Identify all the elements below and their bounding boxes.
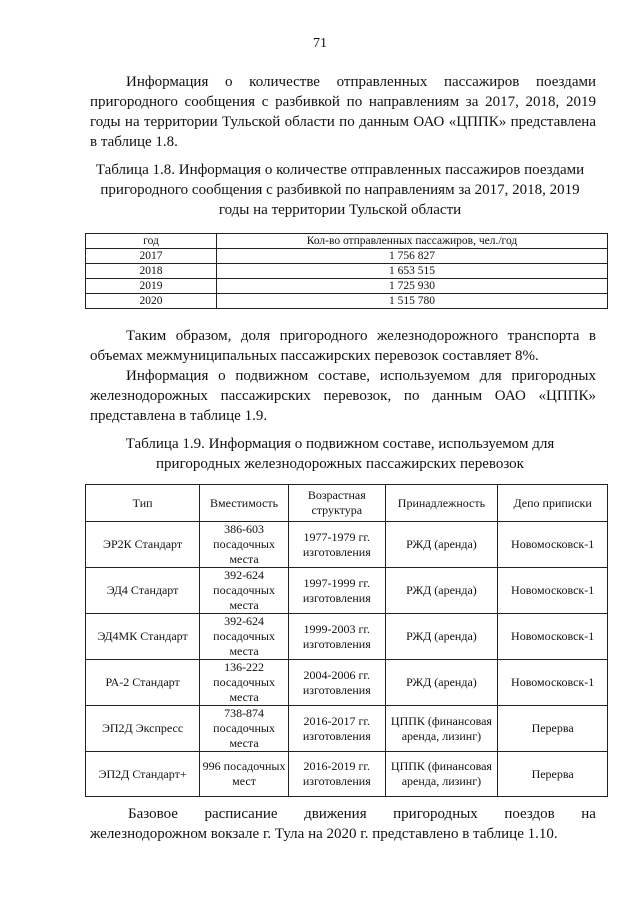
depot-cell: Перерва bbox=[498, 752, 608, 797]
table-row bbox=[86, 249, 608, 264]
column-header-type: Тип bbox=[86, 485, 200, 522]
age-cell: 2016-2017 гг. изготовления bbox=[288, 706, 385, 752]
word: движения bbox=[304, 806, 367, 822]
word: Базовое bbox=[128, 806, 178, 822]
age-cell: 1999-2003 гг. изготовления bbox=[288, 614, 385, 660]
owner-cell: РЖД (аренда) bbox=[385, 660, 498, 706]
age-cell: 2004-2006 гг. изготовления bbox=[288, 660, 385, 706]
intro-paragraph: Информация о количестве отправленных пассажиров поездами пригородного сообщения с разбивкой по направлениям за 2017, 2018, 2019 годы на территории Тульской области по данным ОАО «ЦППК» представлена в таблице 1.8. bbox=[90, 74, 596, 150]
table-row bbox=[86, 614, 608, 660]
depot-cell: Новомосковск-1 bbox=[498, 614, 608, 660]
depot-cell: Новомосковск-1 bbox=[498, 568, 608, 614]
rolling-stock-table bbox=[85, 484, 608, 797]
capacity-cell: 386-603 посадочных места bbox=[200, 522, 289, 568]
table-row bbox=[86, 706, 608, 752]
column-header-capacity: Вместимость bbox=[200, 485, 289, 522]
caption-line: Таблица 1.8. Информация о количестве отправленных пассажиров поездами bbox=[95, 162, 585, 178]
depot-cell: Новомосковск-1 bbox=[498, 660, 608, 706]
final-paragraph-line2: железнодорожном вокзале г. Тула на 2020 г. представлено в таблице 1.10. bbox=[90, 826, 558, 842]
caption-line: Таблица 1.9. Информация о подвижном составе, используемом для bbox=[125, 436, 555, 452]
table-row bbox=[86, 752, 608, 797]
passengers-table bbox=[85, 233, 608, 309]
age-cell: 1977-1979 гг. изготовления bbox=[288, 522, 385, 568]
year-cell: 2020 bbox=[86, 294, 217, 309]
type-cell: РА-2 Стандарт bbox=[86, 660, 200, 706]
table-1-9-caption bbox=[70, 434, 610, 474]
table-row bbox=[86, 294, 608, 309]
word: на bbox=[581, 806, 596, 822]
depot-cell: Перерва bbox=[498, 706, 608, 752]
year-cell: 2018 bbox=[86, 264, 217, 279]
type-cell: ЭД4МК Стандарт bbox=[86, 614, 200, 660]
count-cell: 1 653 515 bbox=[217, 264, 608, 279]
page-number: 71 bbox=[313, 36, 327, 51]
word: пригородных bbox=[393, 806, 478, 822]
type-cell: ЭД4 Стандарт bbox=[86, 568, 200, 614]
column-header-age: Возрастная структура bbox=[288, 485, 385, 522]
final-paragraph bbox=[90, 804, 596, 844]
depot-cell: Новомосковск-1 bbox=[498, 522, 608, 568]
rolling-stock-paragraph: Информация о подвижном составе, используемом для пригородных железнодорожных пассажирских перевозок, по данным ОАО «ЦППК» представлена в таблице 1.9. bbox=[90, 368, 596, 424]
capacity-cell: 392-624 посадочных места bbox=[200, 568, 289, 614]
table-row bbox=[86, 568, 608, 614]
owner-cell: РЖД (аренда) bbox=[385, 568, 498, 614]
capacity-cell: 392-624 посадочных места bbox=[200, 614, 289, 660]
owner-cell: РЖД (аренда) bbox=[385, 614, 498, 660]
column-header-count: Кол-во отправленных пассажиров, чел./год bbox=[217, 234, 608, 249]
count-cell: 1 725 930 bbox=[217, 279, 608, 294]
type-cell: ЭП2Д Экспресс bbox=[86, 706, 200, 752]
owner-cell: ЦППК (финансовая аренда, лизинг) bbox=[385, 752, 498, 797]
table-row bbox=[86, 660, 608, 706]
count-cell: 1 515 780 bbox=[217, 294, 608, 309]
year-cell: 2019 bbox=[86, 279, 217, 294]
owner-cell: РЖД (аренда) bbox=[385, 522, 498, 568]
table-row bbox=[86, 279, 608, 294]
owner-cell: ЦППК (финансовая аренда, лизинг) bbox=[385, 706, 498, 752]
age-cell: 2016-2019 гг. изготовления bbox=[288, 752, 385, 797]
age-cell: 1997-1999 гг. изготовления bbox=[288, 568, 385, 614]
type-cell: ЭП2Д Стандарт+ bbox=[86, 752, 200, 797]
type-cell: ЭР2К Стандарт bbox=[86, 522, 200, 568]
caption-line: пригородных железнодорожных пассажирских перевозок bbox=[156, 456, 524, 472]
table-1-8-caption bbox=[70, 160, 610, 220]
column-header-depot: Депо приписки bbox=[498, 485, 608, 522]
count-cell: 1 756 827 bbox=[217, 249, 608, 264]
capacity-cell: 996 посадочных мест bbox=[200, 752, 289, 797]
capacity-cell: 136-222 посадочных места bbox=[200, 660, 289, 706]
word: поездов bbox=[504, 806, 555, 822]
table-row bbox=[86, 522, 608, 568]
final-paragraph-line1 bbox=[90, 804, 596, 824]
table-row bbox=[86, 264, 608, 279]
column-header-year: год bbox=[86, 234, 217, 249]
capacity-cell: 738-874 посадочных места bbox=[200, 706, 289, 752]
year-cell: 2017 bbox=[86, 249, 217, 264]
caption-line: годы на территории Тульской области bbox=[218, 202, 462, 218]
caption-line: пригородного сообщения с разбивкой по направлениям за 2017, 2018, 2019 bbox=[100, 182, 580, 198]
column-header-owner: Принадлежность bbox=[385, 485, 498, 522]
word: расписание bbox=[204, 806, 278, 822]
share-paragraph: Таким образом, доля пригородного железнодорожного транспорта в объемах межмуниципальных пассажирских перевозок составляет 8%. bbox=[90, 328, 596, 364]
